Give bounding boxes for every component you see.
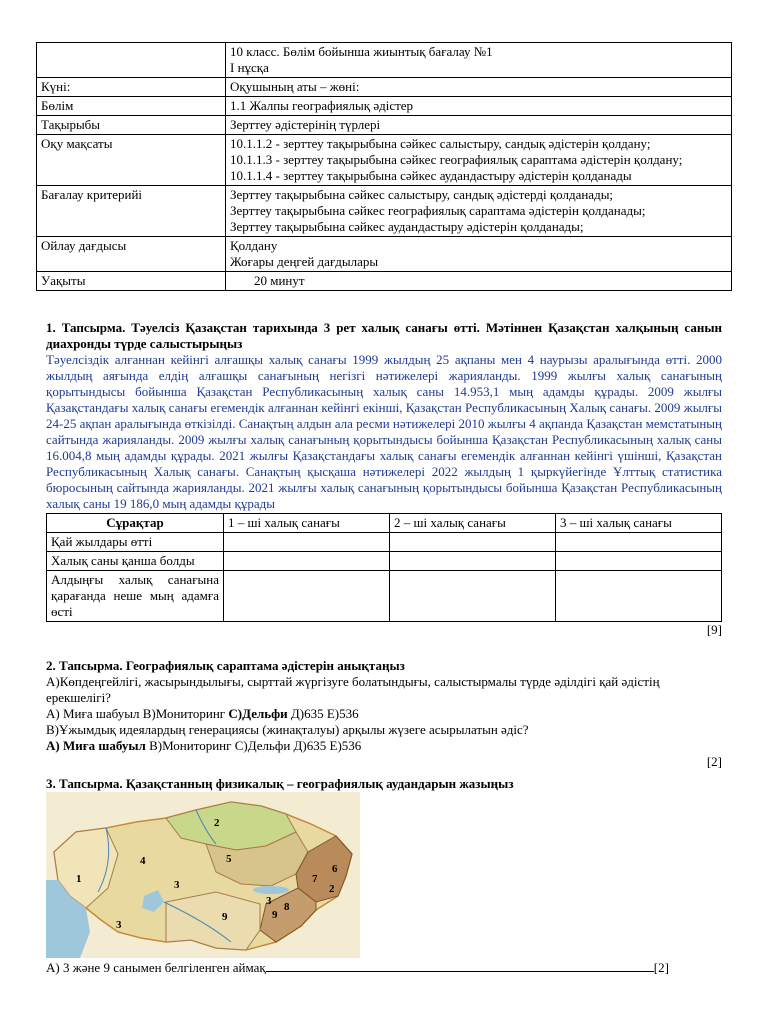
column-header-census-3: 3 – ші халық санағы (556, 514, 722, 533)
time-label: Уақыты (37, 272, 226, 291)
answer-cell[interactable] (556, 571, 722, 622)
map-label: 2 (214, 817, 220, 829)
map-label: 4 (140, 855, 146, 867)
criteria-label: Бағалау критерийі (37, 186, 226, 237)
column-header-questions: Сұрақтар (47, 514, 224, 533)
question-growth: Алдыңғы халық санағына қарағанда неше мың адамға өсті (47, 571, 224, 622)
map-region-south-desert (166, 892, 260, 950)
objective-item: 10.1.1.4 - зерттеу тақырыбына сәйкес аудандастыру әдістерін қолданады (230, 168, 632, 183)
answer-cell[interactable] (390, 571, 556, 622)
header-title: 10 класс. Бөлім бойынша жиынтық бағалау №1 (230, 44, 493, 59)
map-label: 3 (174, 879, 180, 891)
criteria-item: Зерттеу тақырыбына сәйкес салыстыру, сандық әдістерді қолданады; (230, 187, 614, 202)
answer-cell[interactable] (390, 533, 556, 552)
task-2-question-b: В)Ұжымдық идеялардың генерациясы (жинақталуы) арқылы жүзеге асырылатын әдіс? (46, 722, 529, 737)
date-label: Күні: (37, 78, 226, 97)
census-header-row (47, 514, 722, 533)
table-row (47, 571, 722, 622)
task-2 (46, 658, 722, 770)
task-1-text: Тәуелсіздік алғаннан кейінгі алғашқы халық санағы 1999 жылдың 25 ақпаны мен 4 наурызы аралығында өтті. 2000 жылдың аяғында елдің алғашқы санағының негізгі нәтижелері жарияланды. 1999 жылғы халық санағының қорытындысы бойынша Қазақстан Республикасының халық саны 14.953,1 мың адамды құрады. 2009 жылғы Қазақстандағы халық санағы егемендік алғаннан кейінгі екінші, Қазақстан Республикасының Халық санағы. 2009 жылғы 24-25 ақпан аралығында өткізілді. Санақтың алдын ала ресми нәтижелері 2010 жылғы 4 ақпанда Қазақстан мемстатының сайтында жарияланды. 2009 жылғы халық санағының қорытындысы бойынша Қазақстан Республикасының халық саны 16.004,8 мың адамды құрады. 2021 жылғы Қазақстандағы халық санағы егемендік алғаннан кейінгі үшінші, Қазақстан Республикасының Халық санағы. Санақтың қысқаша нәтижелері 2022 жылдың 1 қыркүйегінде Ұлттық статистика бюросының сайтында жарияланды. 2021 жылғы халық санағының қорытындысы бойынша Қазақстан Республикасының халық саны 19 186,0 мың адамды құрады (46, 352, 722, 511)
time-value: 20 минут (226, 272, 732, 291)
map-label: 6 (332, 863, 338, 875)
skill-item: Қолдану (230, 238, 278, 253)
task-2-question-a: А)Көпдеңгейлігі, жасырындылығы, сырттай жүргізуге болатындығы, салыстырмалы түрде әділдігі қай әдістің ерекшелігі? (46, 674, 660, 705)
objectives-value (226, 135, 732, 186)
task-2-options-b: А) Миға шабуыл В)Мониторинг С)Дельфи Д)635 Е)536 (46, 738, 362, 753)
map-label: 9 (222, 911, 228, 923)
map-label: 7 (312, 873, 318, 885)
task-2-title: 2. Тапсырма. Географиялық сараптама әдістерін анықтаңыз (46, 658, 405, 673)
task-3-title: 3. Тапсырма. Қазақстанның физикалық – географиялық аудандарын жазыңыз (46, 776, 514, 791)
criteria-item: Зерттеу тақырыбына сәйкес аудандастыру әдістерін қолданады; (230, 219, 584, 234)
table-row (47, 552, 722, 571)
task-1 (46, 320, 722, 638)
map-label: 2 (329, 883, 335, 895)
objective-item: 10.1.1.3 - зерттеу тақырыбына сәйкес географиялық сараптама әдістерін қолдану; (230, 152, 683, 167)
answer-cell[interactable] (224, 552, 390, 571)
map-label: 3 (116, 919, 122, 931)
section-label: Бөлім (37, 97, 226, 116)
census-table (46, 513, 722, 622)
header-variant: I нұсқа (230, 60, 269, 75)
task-2-options-a: А) Миға шабуыл В)Мониторинг С)Дельфи Д)635 Е)536 (46, 706, 359, 721)
kazakhstan-map (46, 792, 360, 958)
task-3-score: [2] (653, 960, 669, 975)
answer-blank[interactable] (266, 958, 654, 972)
section-value: 1.1 Жалпы географиялық әдістер (226, 97, 732, 116)
balkhash-lake (253, 886, 289, 894)
header-table (36, 42, 732, 291)
objectives-label: Оқу мақсаты (37, 135, 226, 186)
answer-cell[interactable] (224, 571, 390, 622)
task-3-answer-prompt: А) 3 және 9 санымен белгіленген аймақ (46, 960, 266, 975)
criteria-value (226, 186, 732, 237)
task-3 (46, 776, 722, 792)
criteria-item: Зерттеу тақырыбына сәйкес географиялық сараптама әдістерін қолданады; (230, 203, 646, 218)
answer-cell[interactable] (224, 533, 390, 552)
header-empty-cell (37, 43, 226, 78)
answer-cell[interactable] (556, 552, 722, 571)
column-header-census-2: 2 – ші халық санағы (390, 514, 556, 533)
map-label: 1 (76, 873, 82, 885)
topic-label: Тақырыбы (37, 116, 226, 135)
table-row (47, 533, 722, 552)
task-1-title: 1. Тапсырма. Тәуелсіз Қазақстан тарихында 3 рет халық санағы өтті. Мәтіннен Қазақстан халқының санын диахронды түрде салыстырыңыз (46, 320, 722, 351)
skill-item: Жоғары деңгей дағдылары (230, 254, 379, 269)
map-label: 3 (266, 895, 272, 907)
correct-option: С)Дельфи (228, 706, 288, 721)
objective-item: 10.1.1.2 - зерттеу тақырыбына сәйкес салыстыру, сандық әдістерін қолдану; (230, 136, 651, 151)
correct-option: А) Миға шабуыл (46, 738, 146, 753)
answer-cell[interactable] (556, 533, 722, 552)
task-2-score: [2] (706, 754, 722, 769)
map-label: 9 (272, 909, 278, 921)
question-years: Қай жылдары өтті (47, 533, 224, 552)
map-label: 5 (226, 853, 232, 865)
student-name-label: Оқушының аты – жөні: (226, 78, 732, 97)
skills-label: Ойлау дағдысы (37, 237, 226, 272)
answer-cell[interactable] (390, 552, 556, 571)
question-population: Халық саны қанша болды (47, 552, 224, 571)
skills-value (226, 237, 732, 272)
task-3-answer-line (46, 958, 722, 976)
column-header-census-1: 1 – ші халық санағы (224, 514, 390, 533)
map-label: 8 (284, 901, 290, 913)
header-title-cell (226, 43, 732, 78)
topic-value: Зерттеу әдістерінің түрлері (226, 116, 732, 135)
task-1-score: [9] (706, 622, 722, 637)
